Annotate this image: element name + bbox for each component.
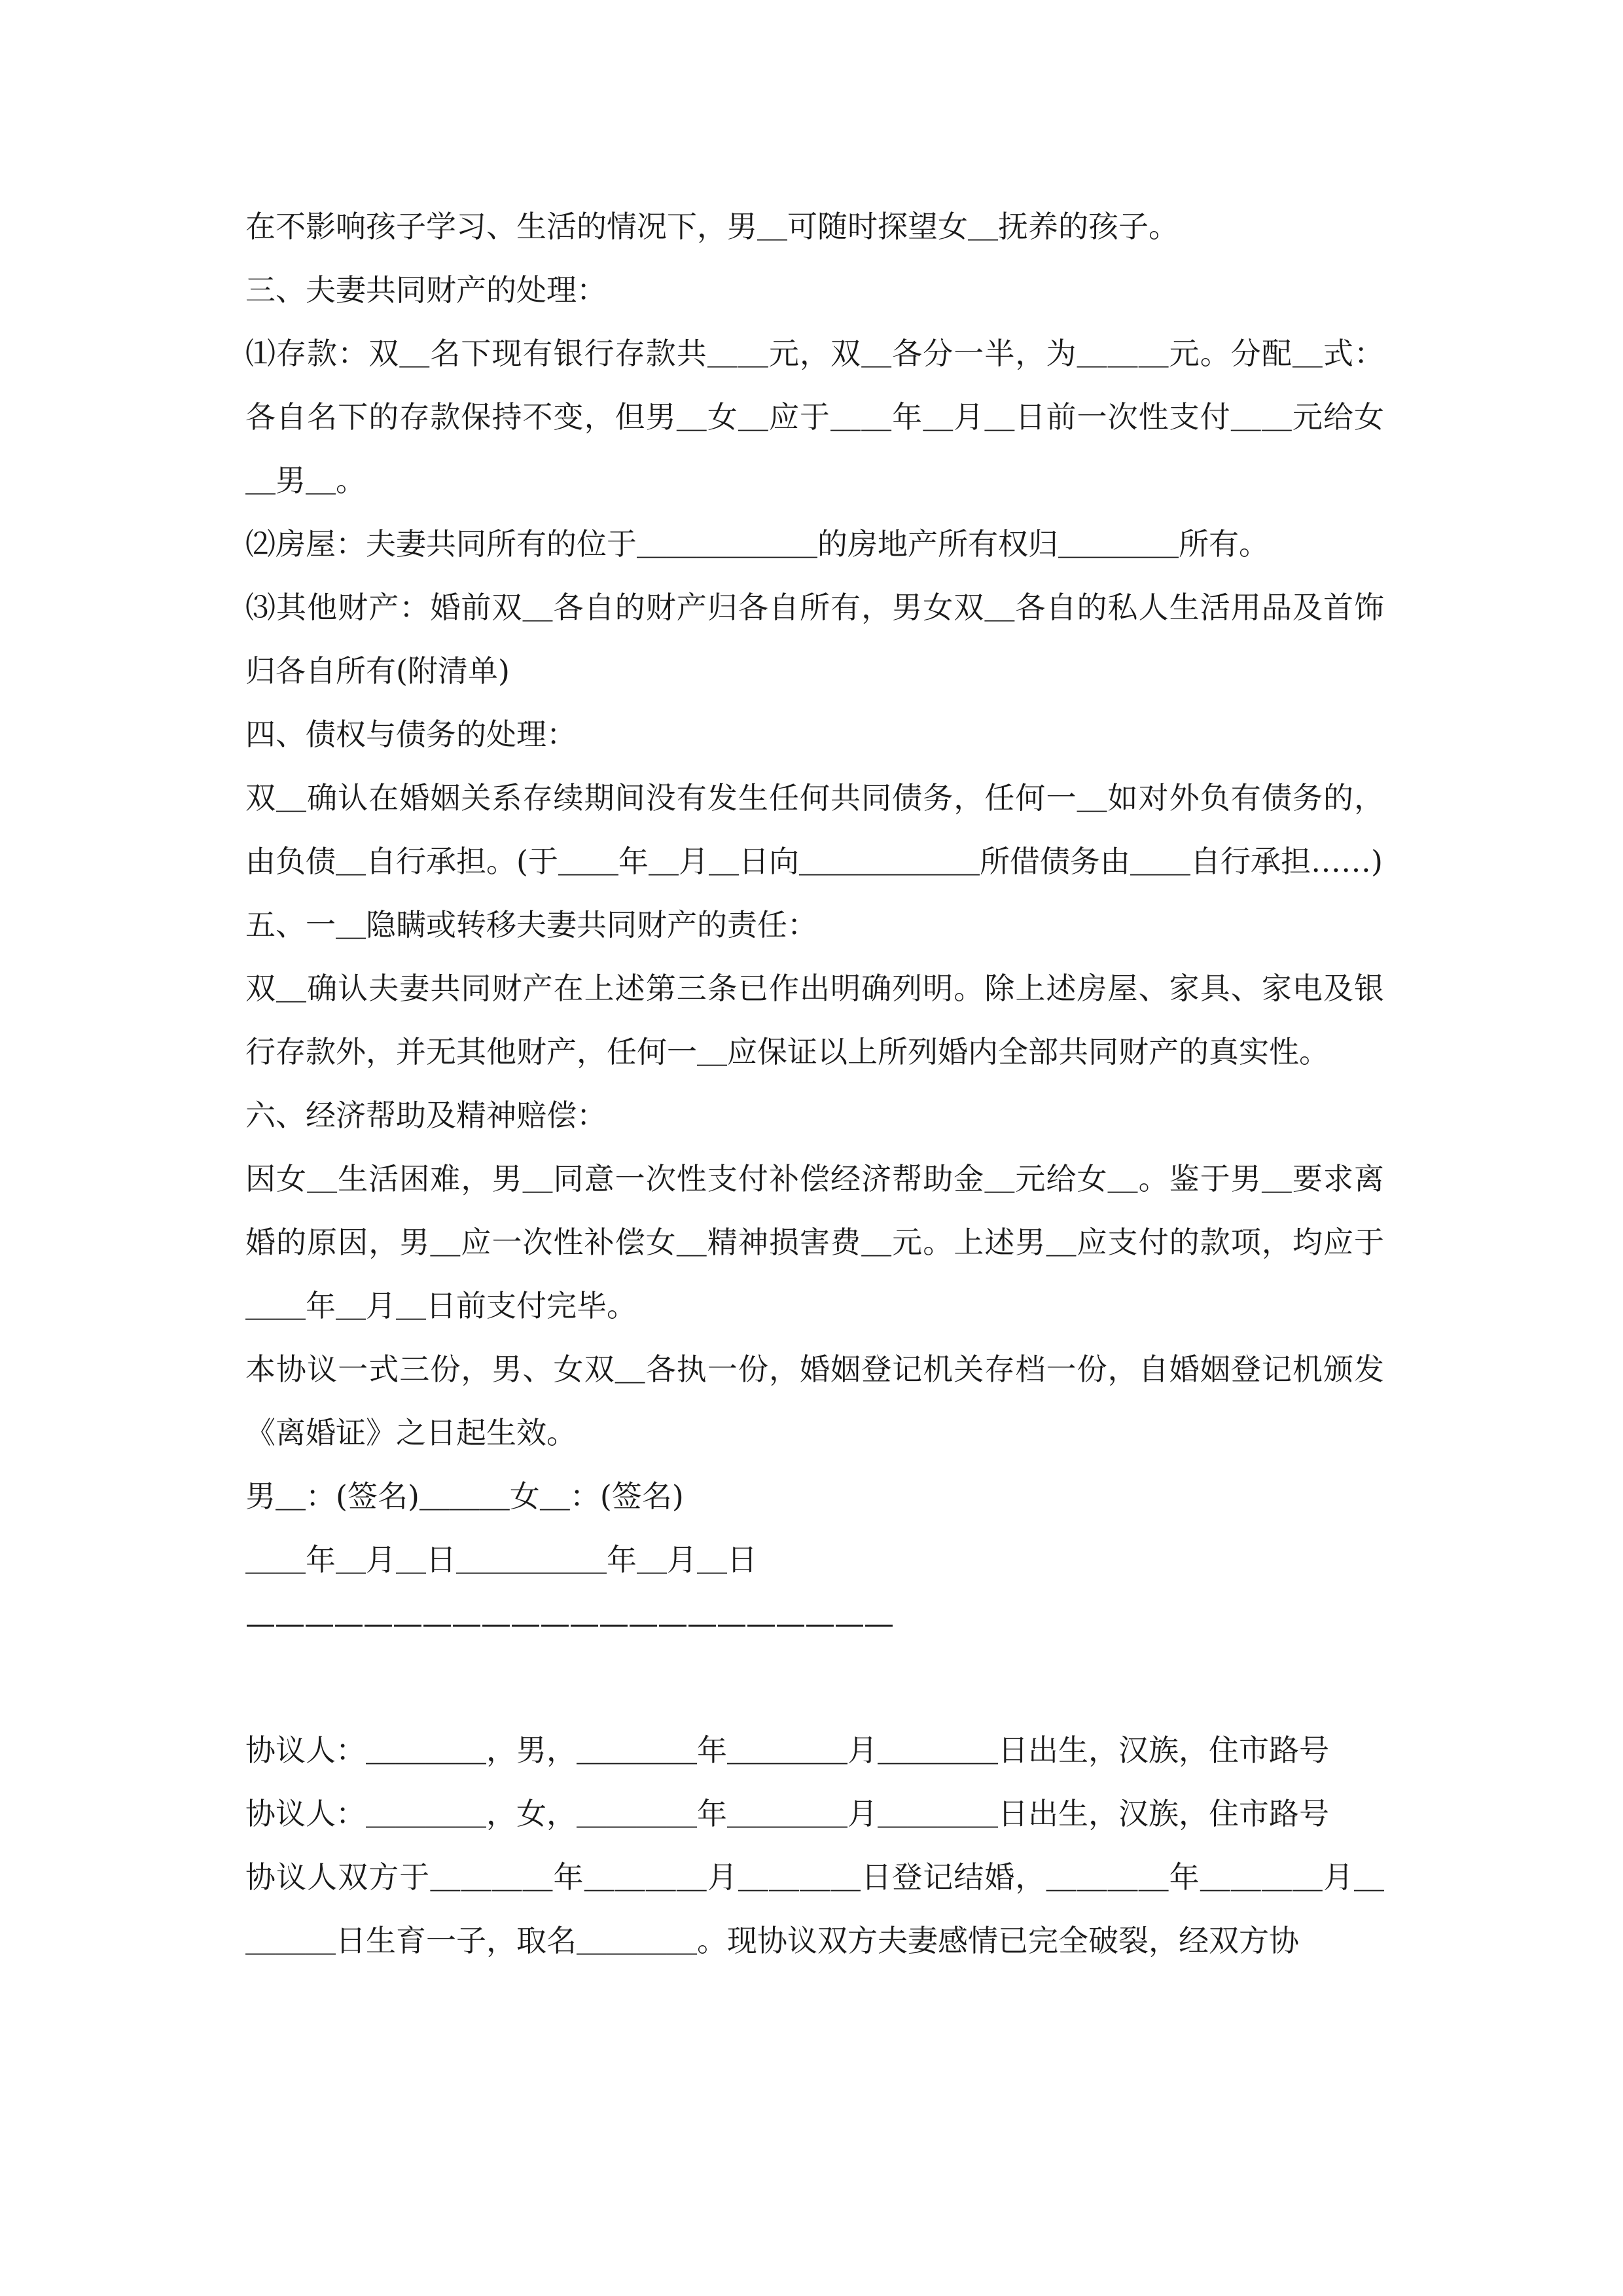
party-female-line: 协议人：＿＿＿＿，女，＿＿＿＿年＿＿＿＿月＿＿＿＿日出生，汉族，住市路号 — [245, 1796, 1329, 1831]
paragraph-debts: 双＿确认在婚姻关系存续期间没有发生任何共同债务，任何一＿如对外负有债务的，由负债＿自行承担。(于＿＿年＿月＿日向＿＿＿＿＿＿所借债务由＿＿自行承担……) — [245, 780, 1384, 879]
document-body — [245, 195, 1384, 1973]
paragraph-visitation: 在不影响孩子学习、生活的情况下，男＿可随时探望女＿抚养的孩子。 — [245, 209, 1179, 244]
blank-gap — [245, 1655, 1384, 1719]
date-line: ＿＿年＿月＿日＿＿＿＿＿年＿月＿日 — [245, 1542, 757, 1577]
section-divider: —————————————————————— — [245, 1605, 893, 1641]
heading-section-4: 四、债权与债务的处理： — [245, 717, 577, 752]
heading-section-3: 三、夫妻共同财产的处理： — [245, 272, 607, 308]
paragraph-savings: ⑴存款：双＿名下现有银行存款共＿＿元，双＿各分一半，为＿＿＿元。分配＿式：各自名下的存款保持不变，但男＿女＿应于＿＿年＿月＿日前一次性支付＿＿元给女＿男＿。 — [245, 336, 1384, 498]
paragraph-concealment: 双＿确认夫妻共同财产在上述第三条已作出明确列明。除上述房屋、家具、家电及银行存款外，并无其他财产，任何一＿应保证以上所列婚内全部共同财产的真实性。 — [245, 971, 1384, 1069]
paragraph-marriage-registration: 协议人双方于＿＿＿＿年＿＿＿＿月＿＿＿＿日登记结婚，＿＿＿＿年＿＿＿＿月＿＿＿＿日生育一子，取名＿＿＿＿。现协议双方夫妻感情已完全破裂，经双方协 — [245, 1859, 1384, 1958]
paragraph-other-property: ⑶其他财产：婚前双＿各自的财产归各自所有，男女双＿各自的私人生活用品及首饰归各自所有(附清单) — [245, 590, 1384, 689]
signature-line: 男＿：(签名)＿＿＿女＿：(签名) — [245, 1479, 684, 1514]
heading-section-5: 五、一＿隐瞒或转移夫妻共同财产的责任： — [245, 907, 817, 942]
paragraph-house: ⑵房屋：夫妻共同所有的位于＿＿＿＿＿＿的房地产所有权归＿＿＿＿所有。 — [245, 526, 1269, 562]
party-male-line: 协议人：＿＿＿＿，男，＿＿＿＿年＿＿＿＿月＿＿＿＿日出生，汉族，住市路号 — [245, 1732, 1329, 1768]
paragraph-copies: 本协议一式三份，男、女双＿各执一份，婚姻登记机关存档一份，自婚姻登记机颁发《离婚证》之日起生效。 — [245, 1352, 1384, 1450]
heading-section-6: 六、经济帮助及精神赔偿： — [245, 1098, 607, 1133]
paragraph-compensation: 因女＿生活困难，男＿同意一次性支付补偿经济帮助金＿元给女＿。鉴于男＿要求离婚的原因，男＿应一次性补偿女＿精神损害费＿元。上述男＿应支付的款项，均应于＿＿年＿月＿日前支付完毕。 — [245, 1161, 1384, 1323]
